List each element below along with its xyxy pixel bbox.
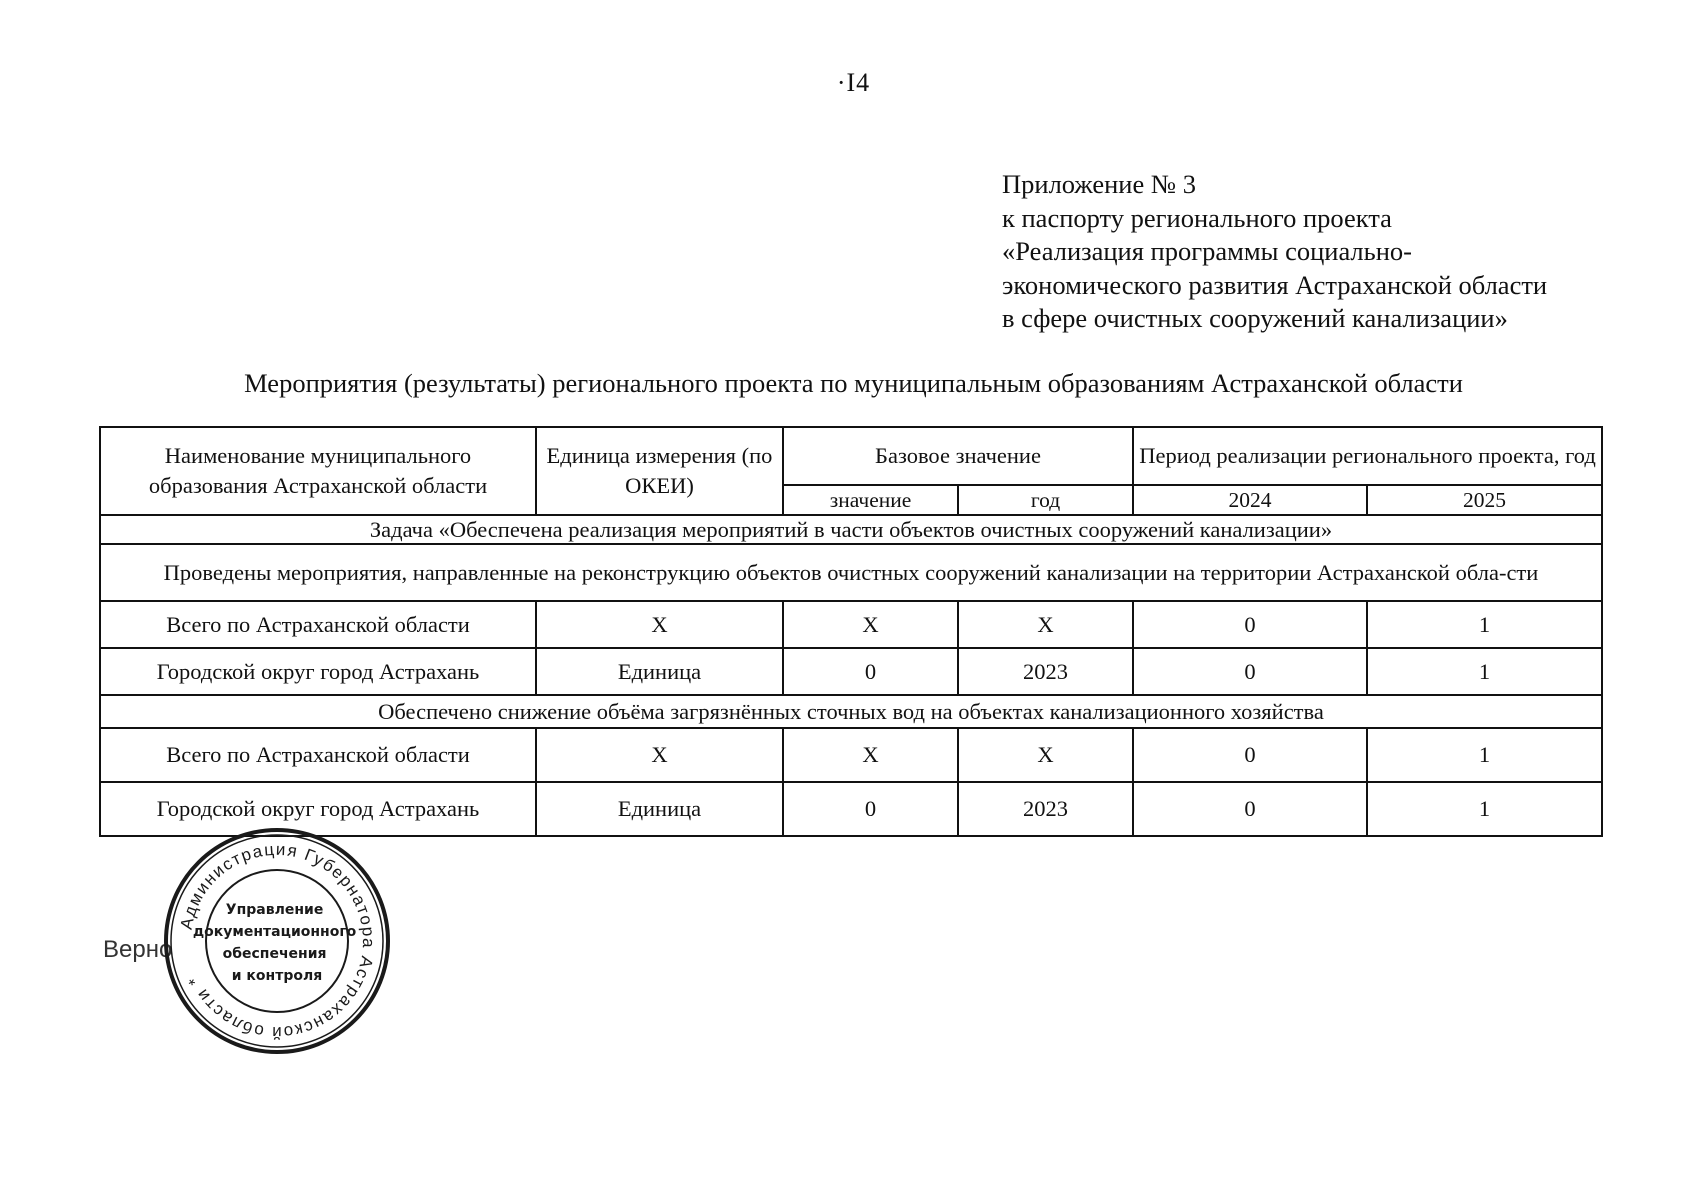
cell-2024: 0 [1133, 648, 1367, 695]
header-row-main [100, 427, 1602, 485]
cell-unit: Х [536, 601, 783, 648]
header-municipality: Наименование муниципального образования Астраханской области [100, 427, 536, 515]
cell-base-value: 0 [783, 648, 958, 695]
cell-base-year: 2023 [958, 648, 1133, 695]
cell-unit: Х [536, 728, 783, 782]
header-unit: Единица измерения (по ОКЕИ) [536, 427, 783, 515]
seal-inner-ring [206, 870, 348, 1012]
cell-municipality: Городской округ город Астрахань [100, 648, 536, 695]
appendix-line: экономического развития Астраханской области [1002, 269, 1548, 300]
table-row [100, 728, 1602, 782]
cell-2025: 1 [1367, 782, 1602, 836]
cell-2025: 1 [1367, 728, 1602, 782]
cell-2025: 1 [1367, 648, 1602, 695]
cell-municipality: Всего по Астраханской области [100, 728, 536, 782]
cell-base-year: Х [958, 728, 1133, 782]
page-number: ·I4 [836, 68, 871, 97]
header-year-2024: 2024 [1133, 485, 1367, 515]
appendix-line: к паспорту регионального проекта [1002, 202, 1392, 233]
cell-municipality: Всего по Астраханской области [100, 601, 536, 648]
cell-2025: 1 [1367, 601, 1602, 648]
event-title-cell: Обеспечено снижение объёма загрязнённых сточных вод на объектах канализационного хозяйства [100, 695, 1602, 728]
official-seal [162, 826, 392, 1056]
event-row [100, 695, 1602, 728]
cell-base-value: 0 [783, 782, 958, 836]
verno-label: Верно [103, 936, 173, 963]
cell-unit: Единица [536, 782, 783, 836]
cell-2024: 0 [1133, 728, 1367, 782]
table-row [100, 648, 1602, 695]
event-row [100, 544, 1602, 601]
appendix-line: «Реализация программы социально- [1002, 236, 1412, 266]
task-cell: Задача «Обеспечена реализация мероприятий в части объектов очистных сооружений канализации» [100, 515, 1602, 544]
seal-icon [162, 826, 392, 1056]
appendix-line: в сфере очистных сооружений канализации» [1002, 303, 1508, 333]
results-table [99, 426, 1603, 837]
cell-2024: 0 [1133, 782, 1367, 836]
header-base-value: значение [783, 485, 958, 515]
seal-outer-ring [166, 830, 388, 1052]
cell-unit: Единица [536, 648, 783, 695]
header-period: Период реализации регионального проекта, год [1133, 427, 1602, 485]
cell-base-year: 2023 [958, 782, 1133, 836]
task-row [100, 515, 1602, 544]
cell-base-value: Х [783, 601, 958, 648]
header-base-year: год [958, 485, 1133, 515]
header-base: Базовое значение [783, 427, 1133, 485]
event-title-cell: Проведены мероприятия, направленные на реконструкцию объектов очистных сооружений канализации на территории Астраханской обла-сти [100, 544, 1602, 601]
appendix-line: Приложение № 3 [1002, 169, 1197, 199]
appendix-block [1002, 168, 1547, 336]
cell-base-year: Х [958, 601, 1133, 648]
seal-center-text: Управление документационного обеспечения и контроля [192, 902, 357, 984]
cell-2024: 0 [1133, 601, 1367, 648]
header-year-2025: 2025 [1367, 485, 1602, 515]
document-title: Мероприятия (результаты) регионального проекта по муниципальным образованиям Астраханской области [244, 368, 1463, 398]
seal-ring-line [171, 835, 383, 1047]
seal-ring-text: Администрация Губернатора Астраханской области * [176, 839, 379, 1043]
cell-base-value: Х [783, 728, 958, 782]
cell-municipality: Городской округ город Астрахань [100, 782, 536, 836]
table-row [100, 601, 1602, 648]
